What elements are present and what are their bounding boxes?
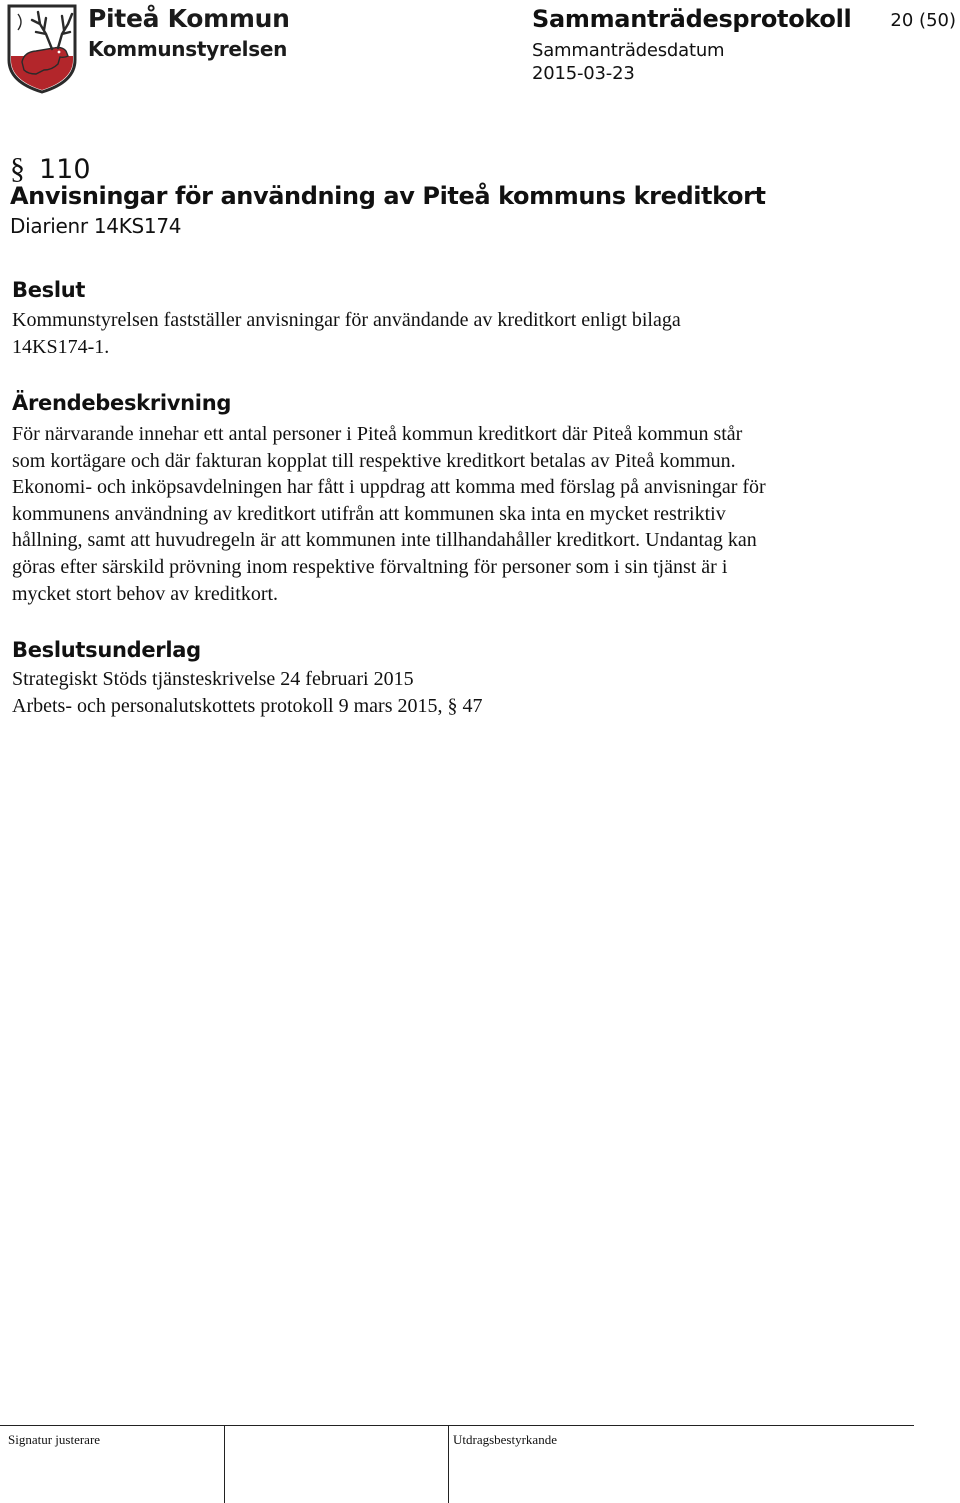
- document-type: Sammanträdesprotokoll: [532, 5, 852, 33]
- arendebeskrivning-line-5: hållning, samt att huvudregeln är att kommunen inte tillhandahåller kreditkort. Undantag kan: [12, 529, 757, 551]
- beslut-line-2: 14KS174-1.: [12, 336, 110, 358]
- organization-department: Kommunstyrelsen: [88, 37, 288, 61]
- arendebeskrivning-line-6: göras efter särskild prövning inom respektive förvaltning för personer som i sin tjänst är i: [12, 556, 728, 578]
- section-number-value: 110: [39, 154, 91, 185]
- footer-rule: [0, 1425, 914, 1426]
- arendebeskrivning-line-2: som kortägare och där fakturan kopplat till respektive kreditkort betalas av Piteå kommun.: [12, 450, 736, 472]
- meeting-date-label: Sammanträdesdatum: [532, 40, 725, 61]
- heading-arendebeskrivning: Ärendebeskrivning: [12, 391, 232, 415]
- section-number: [10, 152, 91, 186]
- meeting-date-value: 2015-03-23: [532, 63, 635, 84]
- page-number: 20 (50): [890, 10, 956, 31]
- heading-beslutsunderlag: Beslutsunderlag: [12, 638, 201, 662]
- paragraph-symbol: §: [10, 152, 25, 185]
- beslutsunderlag-line-1: Strategiskt Stöds tjänsteskrivelse 24 februari 2015: [12, 668, 414, 690]
- arendebeskrivning-line-3: Ekonomi- och inköpsavdelningen har fått i uppdrag att komma med förslag på anvisningar för: [12, 476, 766, 498]
- arendebeskrivning-line-1: För närvarande innehar ett antal personer i Piteå kommun kreditkort där Piteå kommun står: [12, 423, 743, 445]
- arendebeskrivning-line-4: kommunens användning av kreditkort utifrån att kommunen ska inta en mycket restriktiv: [12, 503, 726, 525]
- beslut-line-1: Kommunstyrelsen fastställer anvisningar för användande av kreditkort enligt bilaga: [12, 309, 681, 331]
- diary-number: Diarienr 14KS174: [10, 214, 182, 238]
- organization-name: Piteå Kommun: [88, 4, 290, 33]
- utdragsbestyrkande-label: Utdragsbestyrkande: [453, 1432, 557, 1447]
- footer-divider-2: [448, 1425, 449, 1503]
- item-title: Anvisningar för användning av Piteå kommuns kreditkort: [10, 182, 766, 210]
- heading-beslut: Beslut: [12, 278, 86, 302]
- signature-footer: [0, 1425, 914, 1503]
- footer-divider-1: [224, 1425, 225, 1503]
- beslutsunderlag-line-2: Arbets- och personalutskottets protokoll 9 mars 2015, § 47: [12, 695, 483, 717]
- arendebeskrivning-line-7: mycket stort behov av kreditkort.: [12, 583, 279, 605]
- municipal-crest-logo: [6, 4, 78, 94]
- signature-justerare-label: Signatur justerare: [8, 1432, 101, 1447]
